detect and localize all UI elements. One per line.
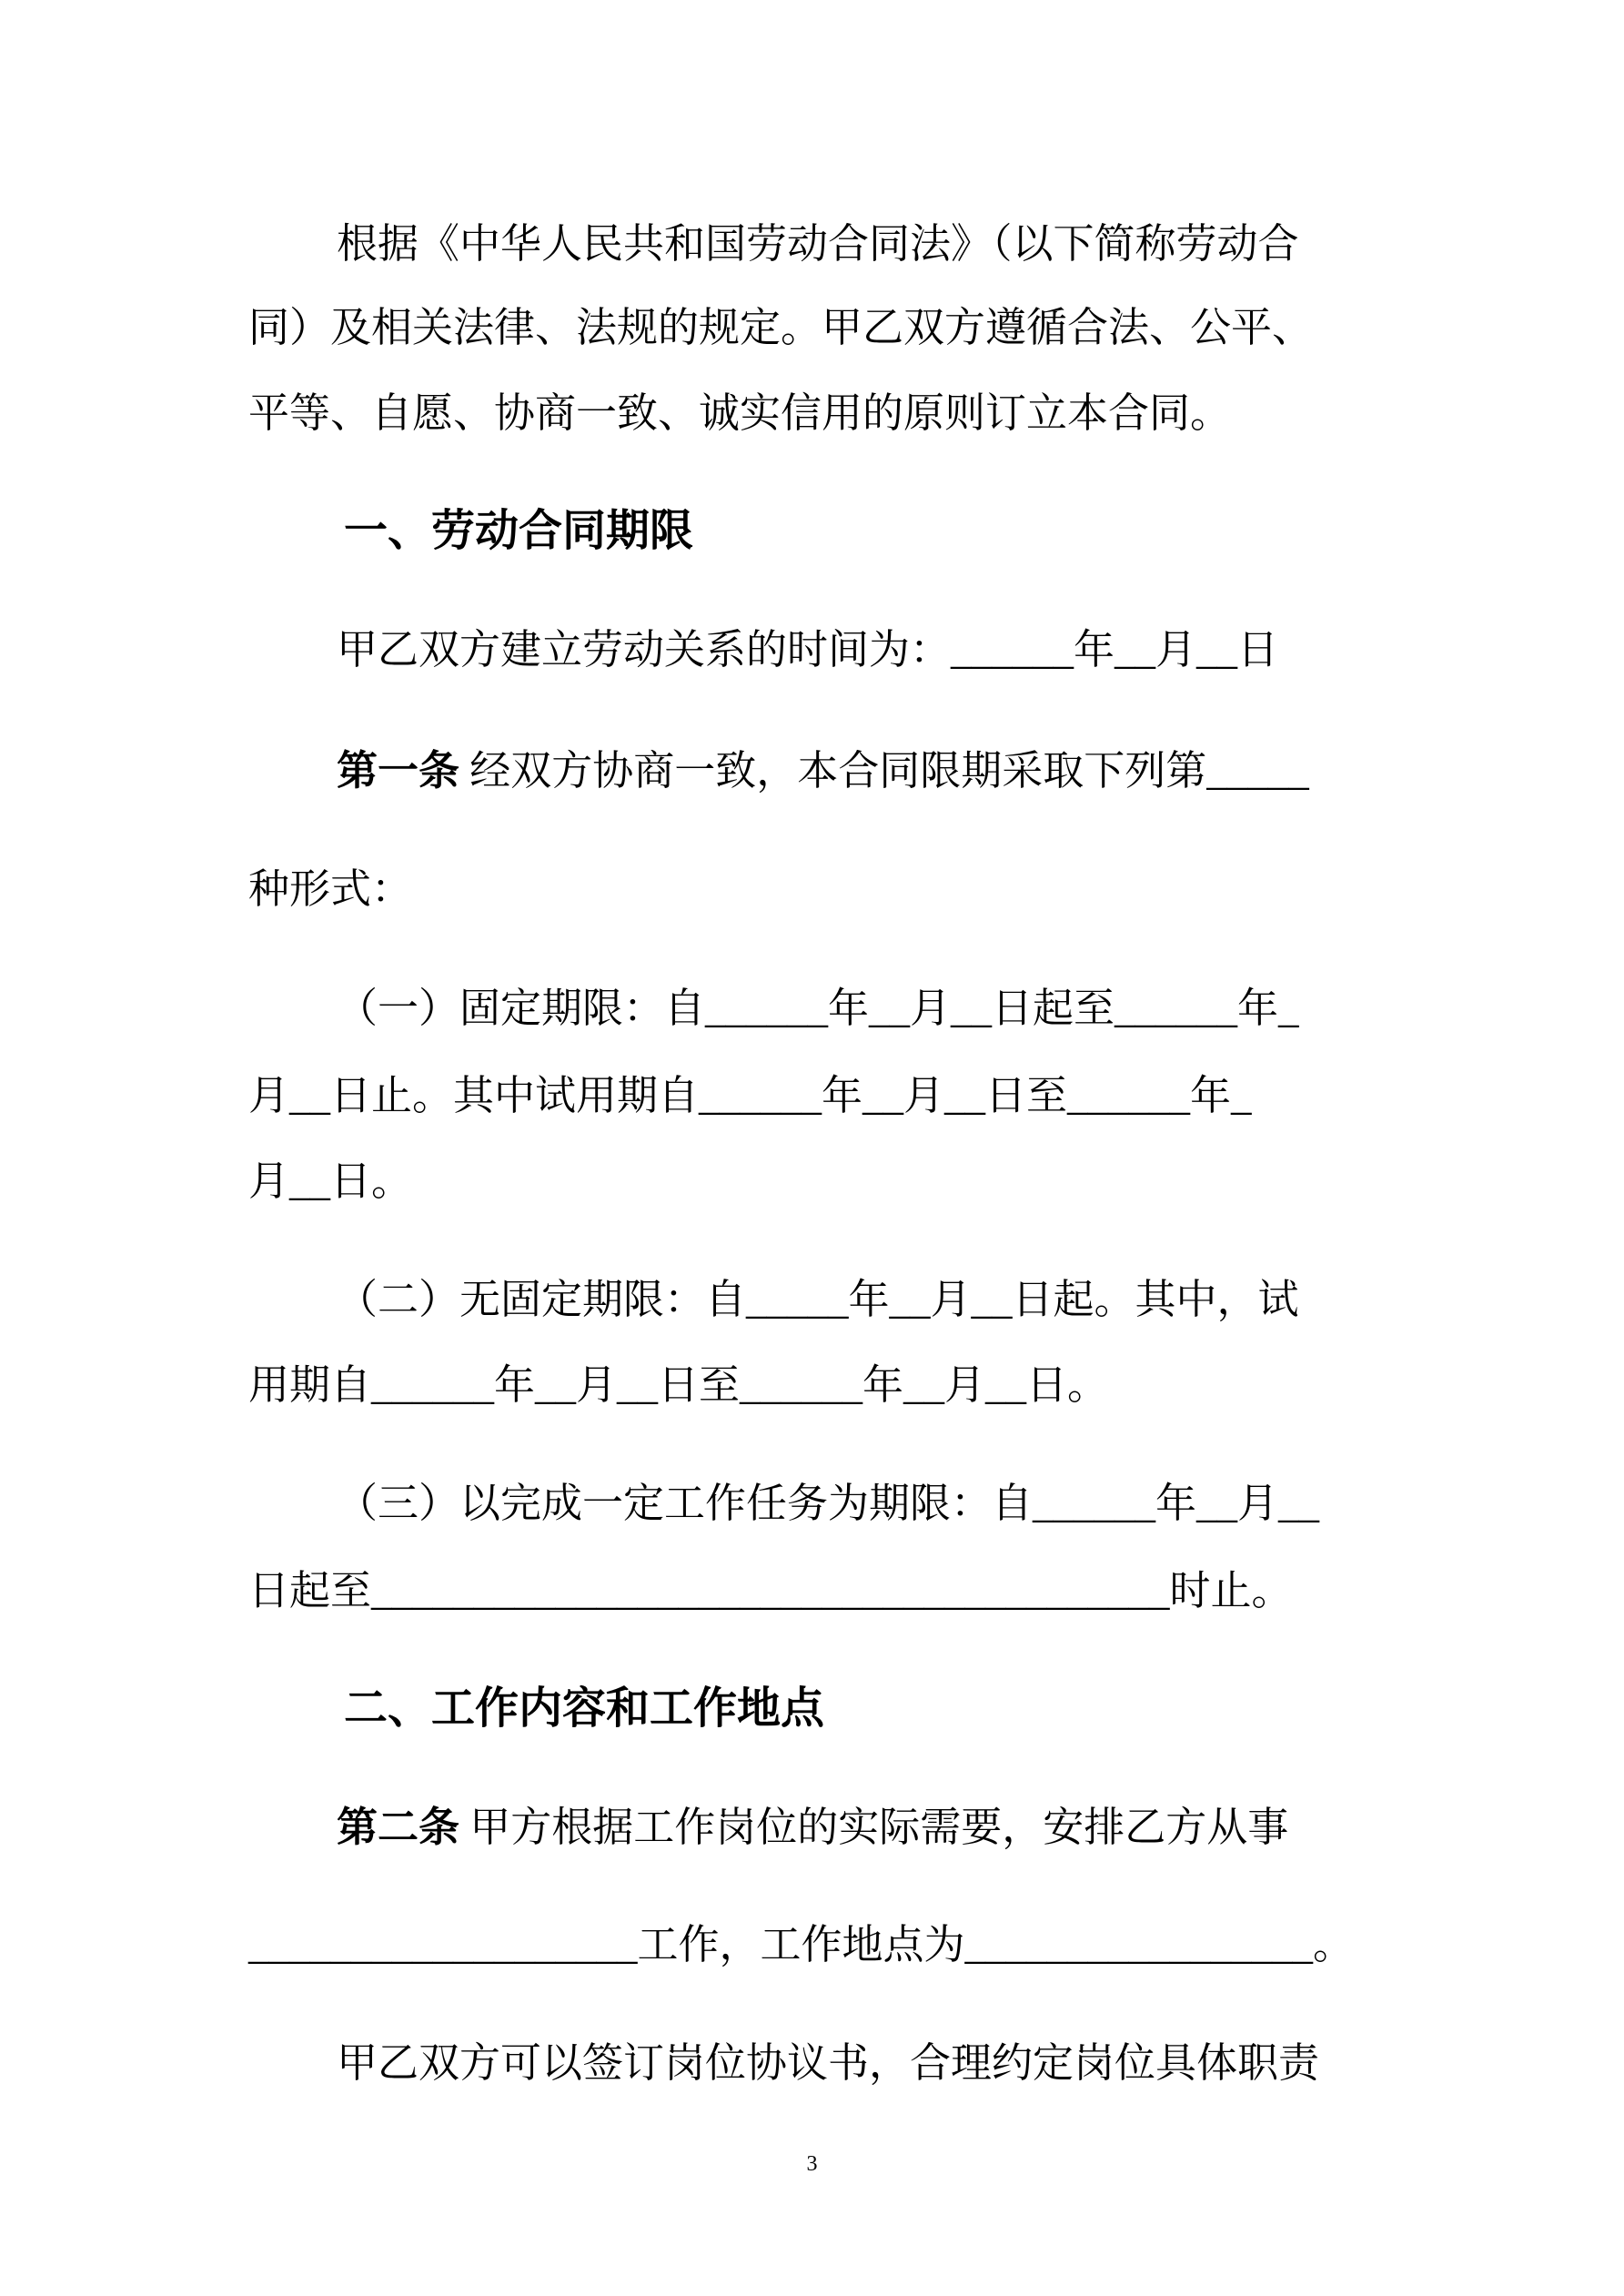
section-heading: 一、劳动合同期限 (344, 507, 694, 555)
article-line (337, 743, 1309, 798)
paragraph-line: 甲乙双方可以签订岗位协议书，合理约定岗位具体职责 (337, 2040, 1320, 2086)
paragraph-line: 甲乙双方建立劳动关系的时间为：______年__月__日 (337, 627, 1279, 673)
page-number: 3 (806, 2152, 818, 2176)
paragraph-line: 月__日。 (248, 1158, 413, 1204)
paragraph-line: 平等、自愿、协商一致、诚实信用的原则订立本合同。 (248, 390, 1232, 436)
section-heading: 二、工作内容和工作地点 (344, 1684, 825, 1733)
article-label: 第一条 (337, 748, 460, 794)
paragraph-line: 根据《中华人民共和国劳动合同法》（以下简称劳动合 (337, 221, 1299, 267)
paragraph-line: ___________________工作，工作地点为_________________。 (248, 1922, 1355, 1967)
paragraph-line: 用期自______年__月__日至______年__月__日。 (248, 1362, 1109, 1408)
article-line (337, 1800, 1288, 1855)
article-label: 第二条 (337, 1805, 460, 1850)
paragraph-line: （二）无固定期限：自_____年__月__日起。其中，试 (337, 1277, 1299, 1322)
paragraph-line: （一）固定期限：自______年__月__日起至______年_ (337, 986, 1299, 1031)
paragraph-line: 种形式： (248, 866, 413, 912)
paragraph-line: 同）及相关法律、法规的规定。甲乙双方遵循合法、公平、 (248, 305, 1314, 350)
article-text: 经双方协商一致，本合同限期采取下列第_____ (459, 748, 1309, 794)
paragraph-line: 月__日止。其中试用期自______年__月__日至______年_ (248, 1073, 1252, 1118)
paragraph-line: 日起至_______________________________________时止。 (248, 1568, 1293, 1613)
article-text: 甲方根据工作岗位的实际需要，安排乙方从事 (459, 1805, 1289, 1850)
paragraph-line: （三）以完成一定工作任务为期限：自______年__月__ (337, 1481, 1320, 1526)
